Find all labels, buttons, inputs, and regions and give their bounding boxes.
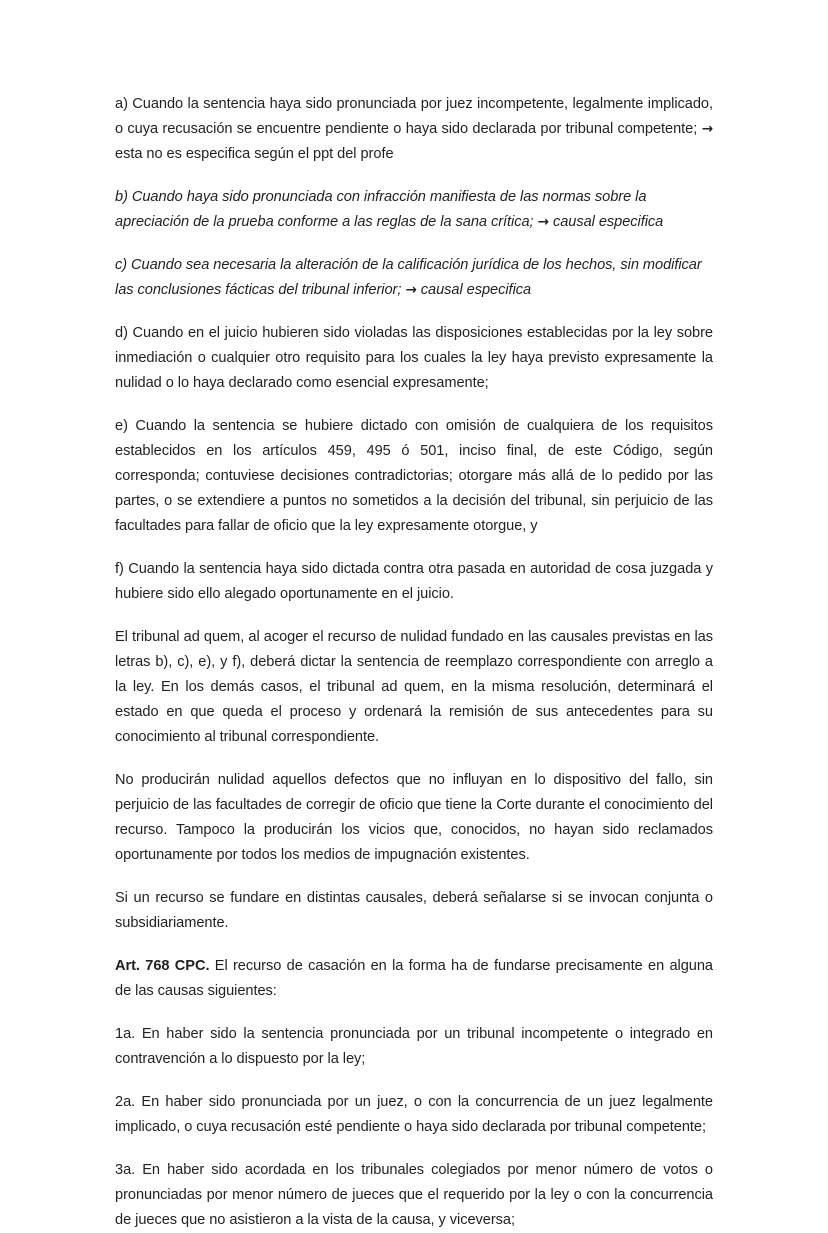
- article-reference-label: Art. 768 CPC.: [115, 958, 210, 974]
- article-reference-text: El recurso de casación en la forma ha de fundarse precisamente en alguna de las causas siguientes:: [115, 958, 713, 999]
- paragraph-causal-f: f) Cuando la sentencia haya sido dictada contra otra pasada en autoridad de cosa juzgada y hubiere sido ello alegado oportunamente en el juicio.: [115, 561, 713, 602]
- right-arrow-icon: →: [537, 214, 549, 230]
- paragraph-distintas-causales: Si un recurso se fundare en distintas causales, deberá señalarse si se invocan conjunta o subsidiariamente.: [115, 890, 713, 931]
- paragraph-causal-d: d) Cuando en el juicio hubieren sido violadas las disposiciones establecidas por la ley sobre inmediación o cualquier otro requisito para los cuales la ley haya previsto expresamente la nulidad o lo haya declarado como esencial expresamente;: [115, 325, 713, 391]
- paragraph-causal-b: b) Cuando haya sido pronunciada con infracción manifiesta de las normas sobre la apreciación de la prueba conforme a las reglas de la sana crítica; → causal especifica: [115, 189, 664, 230]
- paragraph-tribunal-ad-quem: El tribunal ad quem, al acoger el recurso de nulidad fundado en las causales previstas en las letras b), c), e), y f), deberá dictar la sentencia de reemplazo correspondiente con arreglo a la ley. En los demás casos, el tribunal ad quem, en la misma resolución, determinará el estado en que queda el proceso y ordenará la remisión de sus antecedentes para su conocimiento al tribunal correspondiente.: [115, 629, 713, 745]
- paragraph-causal-e: e) Cuando la sentencia se hubiere dictado con omisión de cualquiera de los requisitos establecidos en los artículos 459, 495 ó 501, inciso final, de este Código, según corresponda; contuviese decisiones contradictorias; otorgare más allá de lo pedido por las partes, o se extendiere a puntos no sometidos a la decisión del tribunal, sin perjuicio de las facultades para fallar de oficio que la ley expresamente otorgue, y: [115, 418, 713, 534]
- paragraph-causa-2a: 2a. En haber sido pronunciada por un juez, o con la concurrencia de un juez legalmente implicado, o cuya recusación esté pendiente o haya sido declarada por tribunal competente;: [115, 1094, 713, 1135]
- paragraph-causal-c: c) Cuando sea necesaria la alteración de la calificación jurídica de los hechos, sin modificar las conclusiones fácticas del tribunal inferior; → causal especifica: [115, 257, 702, 298]
- paragraph-no-produciran-nulidad: No producirán nulidad aquellos defectos que no influyan en lo dispositivo del fallo, sin perjuicio de las facultades de corregir de oficio que tiene la Corte durante el conocimiento del recurso. Tampoco la producirán los vicios que, conocidos, no hayan sido reclamados oportunamente por todos los medios de impugnación existentes.: [115, 772, 713, 863]
- right-arrow-icon: →: [405, 282, 417, 298]
- paragraph-causa-1a: 1a. En haber sido la sentencia pronunciada por un tribunal incompetente o integrado en contravención a lo dispuesto por la ley;: [115, 1026, 713, 1067]
- paragraph-art-768-cpc: [115, 954, 713, 1004]
- document-text-body: [115, 92, 713, 1233]
- right-arrow-icon: →: [701, 121, 713, 137]
- paragraph-causal-a: a) Cuando la sentencia haya sido pronunciada por juez incompetente, legalmente implicado, o cuya recusación se encuentre pendiente o haya sido declarada por tribunal competente; → esta no es especifica según el ppt del profe: [115, 96, 713, 162]
- paragraph-causa-3a: 3a. En haber sido acordada en los tribunales colegiados por menor número de votos o pronunciadas por menor número de jueces que el requerido por la ley o con la concurrencia de jueces que no asistieron a la vista de la causa, y viceversa;: [115, 1162, 713, 1228]
